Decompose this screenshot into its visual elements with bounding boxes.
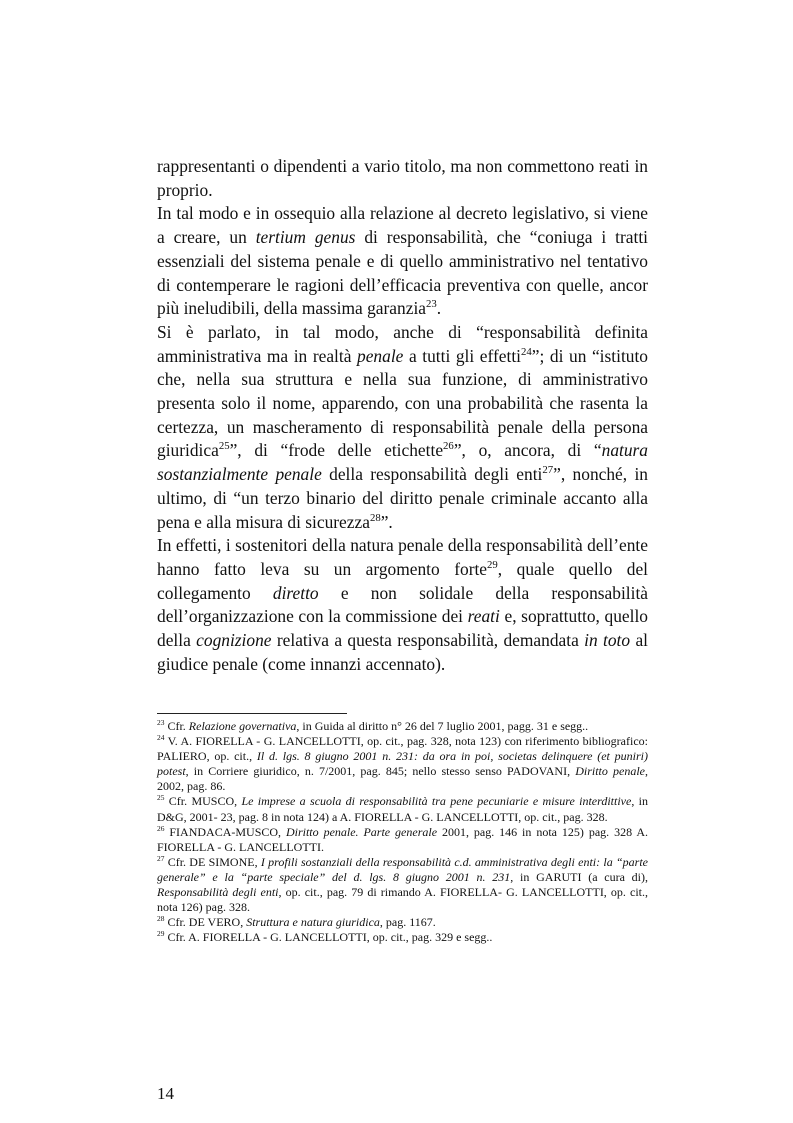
footnote-ref[interactable]: 24 <box>521 345 532 358</box>
footnote-23: $^{23}$ Cfr. Relazione governativa, in Guida al diritto n° 26 del 7 luglio 2001, pagg. 31 e segg.. <box>157 718 589 733</box>
italic-term: Diritto penale. Parte generale <box>285 824 438 839</box>
footnotes <box>157 719 648 945</box>
footnote-number: 29 <box>157 929 165 939</box>
footnote-ref[interactable]: 26 <box>443 440 454 453</box>
italic-term: penale <box>357 345 404 366</box>
paragraph: rappresentanti o dipendenti a vario titolo, ma non commettono reati in proprio. <box>157 156 648 200</box>
footnote-ref[interactable]: 27 <box>542 464 554 477</box>
footnote-ref[interactable]: 29 <box>487 559 498 572</box>
paragraph: In effetti, i sostenitori della natura penale della responsabilità dell’ente hanno fatto leva su un argomento forte$^{29}$, quale quello del collegamento diretto e non solidale della responsabilità dell’organizzazione con la commissione dei reati e, soprattutto, quello della cognizione relativa a questa responsabilità, demandata in toto al giudice penale (come innanzi accennato). <box>157 535 649 674</box>
italic-term: in toto <box>584 630 631 651</box>
footnote-27: $^{27}$ Cfr. DE SIMONE, I profili sostanziali della responsabilità c.d. amministrativa degli enti: la “parte generale” e la “parte speciale” del d. lgs. 8 giugno 2001 n. 231, in GARUTI (a cura di), Responsabilità degli enti, op. cit., pag. 79 di rimando A. FIORELLA- G. LANCELLOTTI, op. cit., nota 126) pag. 328. <box>157 853 649 915</box>
footnote-number: 27 <box>157 853 165 863</box>
footnote-ref[interactable]: 23 <box>426 298 437 311</box>
footnote-number: 25 <box>157 793 165 803</box>
footnote-29: $^{29}$ Cfr. A. FIORELLA - G. LANCELLOTTI, op. cit., pag. 329 e segg.. <box>157 929 493 945</box>
footnote-ref[interactable]: 25 <box>218 440 230 453</box>
footnote-26: $^{26}$ FIANDACA-MUSCO, Diritto penale. Parte generale 2001, pag. 146 in nota 125) pag. 328 A. FIORELLA - G. LANCELLOTTI. <box>157 823 648 854</box>
italic-term: cognizione <box>196 630 272 651</box>
footnote-number: 24 <box>157 733 165 743</box>
italic-term: Responsabilità degli enti, <box>157 885 282 900</box>
paragraph: Si è parlato, in tal modo, anche di “responsabilità definita amministrativa ma in realtà penale a tutti gli effetti$^{24}$”; di un “istituto che, nella sua struttura e nella sua funzione, di amministrativo presenta solo il nome, apparendo, con una probabilità che rasenta la certezza, un mascheramento di responsabilità penale della persona giuridica$^{25}$”, di “frode delle etichette$^{26}$”, o, ancora, di “natura sostanzialmente penale della responsabilità degli enti$^{27}$”, nonché, in ultimo, di “un terzo binario del diritto penale criminale accanto alla pena e alla misura di sicurezza$^{28}$”. <box>157 321 649 532</box>
italic-term: diretto <box>272 582 319 603</box>
footnote-number: 23 <box>157 718 165 727</box>
footnote-28: $^{28}$ Cfr. DE VERO, Struttura e natura giuridica, pag. 1167. <box>157 914 436 930</box>
italic-term: Diritto penale <box>575 764 645 779</box>
footnote-ref[interactable]: 28 <box>369 511 381 524</box>
italic-term: I profili sostanziali della responsabilità c.d. amministrativa degli enti: la “parte generale” e la “parte speciale” del d. lgs. 8 giugno 2001 n. 231 <box>157 854 648 884</box>
footnote-25: $^{25}$ Cfr. MUSCO, Le imprese a scuola di responsabilità tra pene pecuniarie e misure interdittive, in D&G, 2001- 23, pag. 8 in nota 124) a A. FIORELLA - G. LANCELLOTTI, op. cit., pag. 328. <box>157 793 648 824</box>
italic-term: Struttura e natura giuridica <box>246 915 380 930</box>
page-number: 14 <box>157 1084 174 1103</box>
italic-term: Le imprese a scuola di responsabilità tra pene pecuniarie e misure interdittive <box>241 794 632 809</box>
italic-term: Il d. lgs. 8 giugno 2001 n. 231: da ora in poi, societas delinquere (et puniri) potest <box>157 749 649 779</box>
italic-term: natura sostanzialmente penale <box>157 440 649 485</box>
italic-term: Relazione governativa <box>188 719 297 733</box>
paragraph: In tal modo e in ossequio alla relazione al decreto legislativo, si viene a creare, un tertium genus di responsabilità, che “coniuga i tratti essenziali del sistema penale e di quello amministrativo nel tentativo di contemperare le ragioni dell’efficacia preventiva con quelle, ancor più ineludibili, della massima garanzia$^{23}$. <box>157 203 648 319</box>
footnote-number: 28 <box>157 914 165 924</box>
body-text <box>157 155 648 676</box>
footnote-separator <box>157 713 347 714</box>
footnote-24: $^{24}$ V. A. FIORELLA - G. LANCELLOTTI, op. cit., pag. 328, nota 123) con riferimento bibliografico: PALIERO, op. cit., Il d. lgs. 8 giugno 2001 n. 231: da ora in poi, societas delinquere (et puniri) potest, in Corriere giuridico, n. 7/2001, pag. 845; nello stesso senso PADOVANI, Diritto penale, 2002, pag. 86. <box>157 733 649 794</box>
footnote-number: 26 <box>157 823 165 833</box>
italic-term: reati <box>467 606 500 627</box>
italic-term: tertium genus <box>255 227 356 248</box>
